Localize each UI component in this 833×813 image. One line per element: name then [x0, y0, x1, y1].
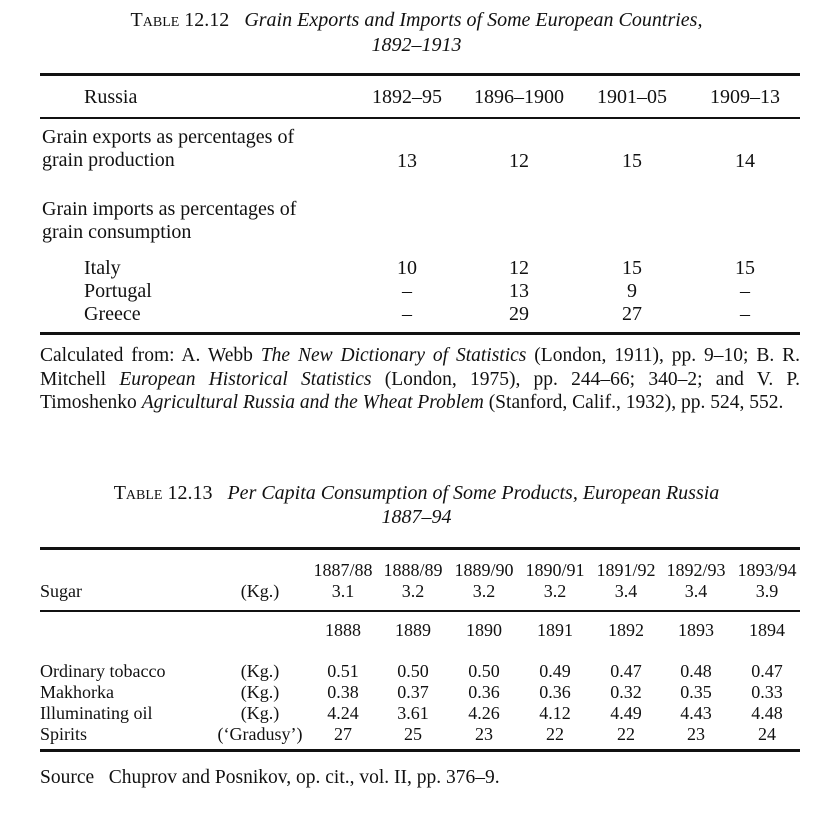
column-header: 1896–1900 [474, 86, 564, 108]
row-label: Italy [84, 257, 121, 279]
table1-title-line2: 1892–1913 [371, 34, 462, 56]
table2-source [40, 766, 500, 789]
row-label: Illuminating oil [40, 703, 153, 723]
table-cell: 4.26 [468, 703, 500, 723]
table-cell: 3.4 [684, 581, 708, 601]
column-header: 1891 [537, 620, 573, 640]
table-cell: 0.47 [610, 661, 642, 681]
column-header: 1892–95 [372, 86, 442, 108]
table2-label: Table 12.13 [113, 482, 213, 504]
exports-label-line2: grain production [42, 149, 175, 171]
table1-label: Table 12.12 [130, 9, 230, 31]
table-cell: 0.48 [680, 661, 712, 681]
table-cell: 3.1 [331, 581, 355, 601]
table1-header-rule [40, 117, 800, 119]
column-header: 1909–13 [710, 86, 780, 108]
unit-label: (‘Gradusy’) [217, 724, 303, 744]
column-header: 1889/90 [454, 560, 514, 580]
table-cell: 27 [622, 303, 642, 325]
imports-label-line2: grain consumption [42, 221, 192, 243]
unit-label: (Kg.) [240, 661, 280, 681]
table1-top-rule [40, 73, 800, 76]
table-cell: 4.48 [751, 703, 783, 723]
table-cell: – [740, 303, 750, 325]
table-cell: 4.12 [539, 703, 571, 723]
table-cell: 12 [509, 257, 529, 279]
table-cell: 3.2 [543, 581, 567, 601]
exports-label [42, 126, 294, 172]
row-label: Portugal [84, 280, 152, 302]
table-cell: – [740, 280, 750, 302]
table2-title-line1: Per Capita Consumption of Some Products, European Russia [227, 482, 720, 504]
note-book-title: Agricultural Russia and the Wheat Problem [141, 392, 484, 413]
table-cell: 22 [546, 724, 564, 744]
imports-label-line1: Grain imports as percentages of [42, 198, 297, 220]
table-cell: 0.36 [539, 682, 571, 702]
table-cell: 3.4 [614, 581, 638, 601]
table-cell: 15 [622, 257, 642, 279]
column-header: 1888 [325, 620, 361, 640]
table-cell: 0.50 [397, 661, 429, 681]
row-label: Sugar [40, 581, 82, 601]
source-label: Source [40, 767, 95, 788]
table2-title [0, 481, 833, 505]
table-cell: 13 [509, 280, 529, 302]
table-cell: 0.37 [397, 682, 429, 702]
unit-label: (Kg.) [240, 703, 280, 723]
column-header: 1893/94 [737, 560, 797, 580]
table1-bottom-rule [40, 332, 800, 335]
table1-stub-header: Russia [84, 86, 138, 108]
table-cell: 3.61 [397, 703, 429, 723]
column-header: 1890 [466, 620, 502, 640]
table-cell: 0.50 [468, 661, 500, 681]
table-cell: 15 [735, 257, 755, 279]
exports-label-line1: Grain exports as percentages of [42, 126, 295, 148]
table-cell: 25 [404, 724, 422, 744]
note-text: (Stanford, Calif., 1932), pp. 524, 552. [483, 392, 784, 413]
note-text: (London, 1911), pp. 9–10; B. R. Mitchell [40, 345, 800, 390]
column-header: 1894 [749, 620, 785, 640]
table-cell: 23 [475, 724, 493, 744]
table-cell: 15 [622, 150, 642, 172]
column-header: 1891/92 [596, 560, 656, 580]
table-cell: 0.36 [468, 682, 500, 702]
unit-label: (Kg.) [240, 682, 280, 702]
table-cell: 14 [735, 150, 755, 172]
table-cell: 27 [334, 724, 352, 744]
row-label: Ordinary tobacco [40, 661, 166, 681]
source-text: Chuprov and Posnikov, op. cit., vol. II, pp. 376–9. [108, 767, 500, 788]
table1-title [0, 8, 833, 32]
table-cell: 0.49 [539, 661, 571, 681]
table1-title-line1: Grain Exports and Imports of Some European Countries, [244, 9, 703, 31]
table-cell: 0.35 [680, 682, 712, 702]
column-header: 1893 [678, 620, 714, 640]
row-label: Greece [84, 303, 141, 325]
table2-mid-rule [40, 610, 800, 612]
column-header: 1889 [395, 620, 431, 640]
table-cell: 13 [397, 150, 417, 172]
column-header: 1888/89 [383, 560, 443, 580]
note-book-title: European Historical Statistics [119, 368, 372, 390]
table-cell: – [402, 280, 412, 302]
table-cell: – [402, 303, 412, 325]
table2-top-rule [40, 547, 800, 550]
unit-label: (Kg.) [240, 581, 280, 601]
table-cell: 12 [509, 150, 529, 172]
column-header: 1901–05 [597, 86, 667, 108]
table1-note [40, 344, 800, 415]
table-cell: 29 [509, 303, 529, 325]
table-cell: 0.32 [610, 682, 642, 702]
column-header: 1892 [608, 620, 644, 640]
row-label: Spirits [40, 724, 88, 744]
table-cell: 4.43 [680, 703, 712, 723]
table-cell: 4.49 [610, 703, 642, 723]
note-text: (London, 1975), pp. 244–66; 340–2; and V. P. Timoshenko [40, 368, 800, 413]
column-header: 1892/93 [666, 560, 726, 580]
note-text: Calculated from: A. Webb [40, 345, 261, 366]
table-cell: 0.33 [751, 682, 783, 702]
table-cell: 3.2 [472, 581, 496, 601]
table-cell: 0.38 [327, 682, 359, 702]
table-cell: 0.47 [751, 661, 783, 681]
row-label: Makhorka [40, 682, 114, 702]
note-book-title: The New Dictionary of Statistics [260, 345, 527, 366]
table-cell: 0.51 [327, 661, 359, 681]
table-cell: 24 [758, 724, 776, 744]
table-cell: 23 [687, 724, 705, 744]
table-cell: 3.2 [401, 581, 425, 601]
column-header: 1890/91 [525, 560, 585, 580]
table2-bottom-rule [40, 749, 800, 752]
table2-title-line2: 1887–94 [381, 506, 452, 528]
column-header: 1887/88 [313, 560, 373, 580]
table-cell: 22 [617, 724, 635, 744]
table-cell: 4.24 [327, 703, 359, 723]
table-cell: 9 [627, 280, 637, 302]
table-cell: 3.9 [755, 581, 779, 601]
table-cell: 10 [397, 257, 417, 279]
imports-label [42, 198, 296, 244]
